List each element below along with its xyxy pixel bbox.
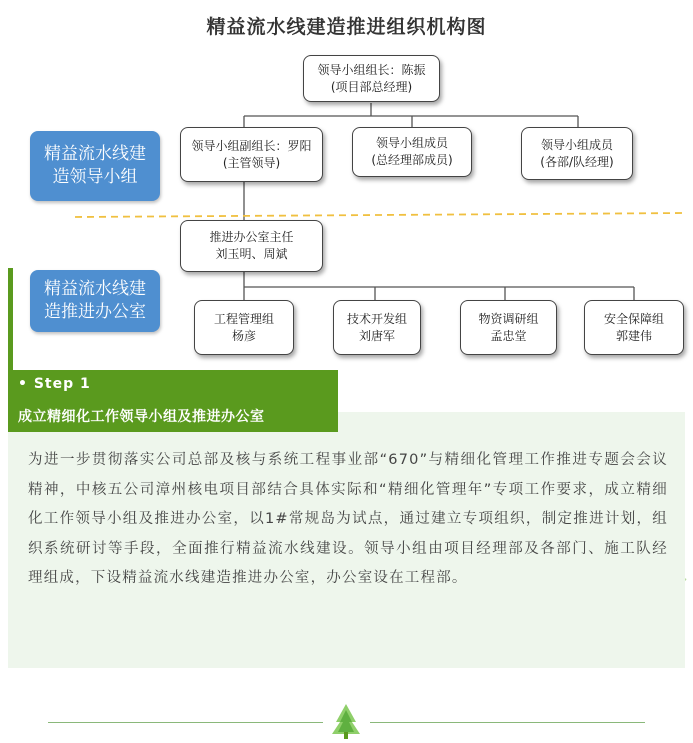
- step-banner: [8, 370, 338, 432]
- step-accent-bar: [8, 268, 13, 372]
- group-node-engineering: 工程管理组 杨彦: [194, 300, 294, 355]
- group-node-safety: 安全保障组 郭建伟: [584, 300, 684, 355]
- group-node-technology: 技术开发组 刘唐军: [333, 300, 421, 355]
- members-gm-node: 领导小组成员 (总经理部成员): [352, 127, 472, 177]
- chart-title: 精益流水线建造推进组织机构图: [206, 16, 487, 38]
- leader-node: 领导小组组长：陈振 (项目部总经理): [303, 55, 440, 102]
- deputy-leader-node: 领导小组副组长：罗阳 (主管领导): [180, 127, 323, 182]
- step-heading: 成立精细化工作领导小组及推进办公室: [18, 409, 265, 425]
- promotion-office-label: 精益流水线建 造推进办公室: [30, 270, 160, 332]
- group-node-materials: 物资调研组 孟忠堂: [460, 300, 557, 355]
- body-paragraph: 为进一步贯彻落实公司总部及核与系统工程事业部“670”与精细化管理工作推进专题会会议精神，中核五公司漳州核电项目部结合具体实际和“精细化管理年”专项工作要求，成立精细化工作领导小组及推进办公室，以1#常规岛为试点，通过建立专项组织，制定推进计划，组织系统研讨等手段，全面推行精益流水线建设。领导小组由项目经理部及各部门、施工队经理组成，下设精益流水线建造推进办公室，办公室设在工程部。: [28, 452, 668, 586]
- members-dept-node: 领导小组成员 (各部/队经理): [521, 127, 633, 180]
- footer-divider-right: [370, 722, 645, 723]
- tree-icon: [330, 702, 362, 740]
- office-director-node: 推进办公室主任 刘玉明、周斌: [180, 220, 323, 272]
- footer-divider-left: [48, 722, 323, 723]
- leadership-group-label: 精益流水线建 造领导小组: [30, 131, 160, 201]
- step-label: • Step 1: [18, 376, 91, 392]
